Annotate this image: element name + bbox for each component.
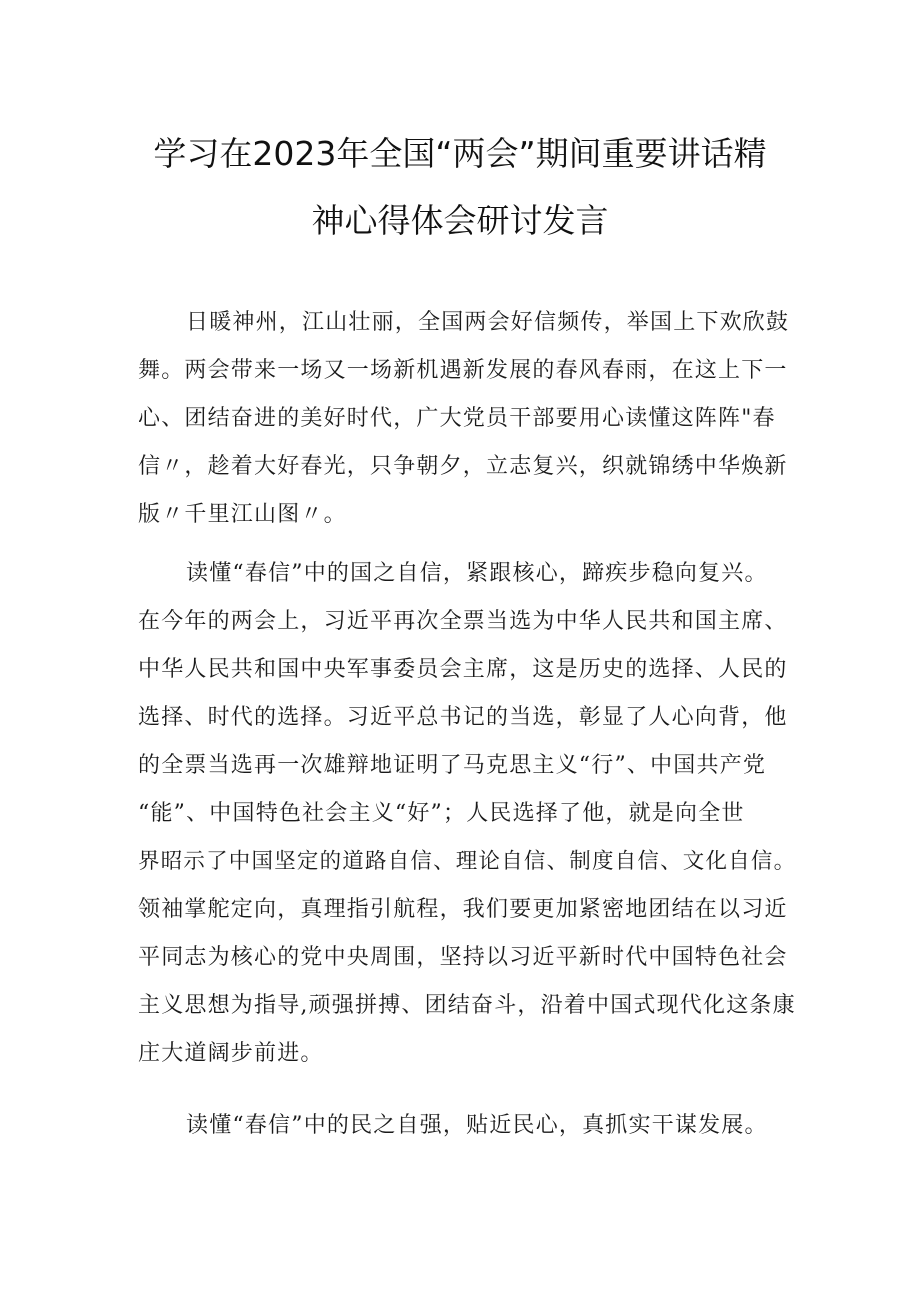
paragraph-1-line: 版〃千里江山图〃。 (138, 502, 347, 527)
paragraph-1-line: 日暖神州，江山壮丽，全国两会好信频传，举国上下欢欣鼓 (186, 310, 790, 335)
document-title-line-1: 学习在2023年全国“两会”期间重要讲话精 (153, 134, 767, 173)
paragraph-2-line: “能”、中国特色社会主义“好”；人民选择了他，就是向全世 (138, 801, 745, 826)
paragraph-2-line: 在今年的两会上，习近平再次全票当选为中华人民共和国主席、 (138, 609, 788, 634)
paragraph-1-line: 心、团结奋进的美好时代，广大党员干部要用心读懂这阵阵"春 (138, 406, 776, 431)
paragraph-2-line: 读懂“春信”中的国之自信，紧跟核心，蹄疾步稳向复兴。 (186, 561, 768, 586)
document-title-line-2: 神心得体会研讨发言 (311, 201, 609, 240)
paragraph-1-line: 舞。两会带来一场又一场新机遇新发展的春风春雨，在这上下一 (138, 358, 788, 383)
paragraph-2-line: 的全票当选再一次雄辩地证明了马克思主义“行”、中国共产党 (138, 753, 767, 778)
paragraph-3-line: 读懂“春信”中的民之自强，贴近民心，真抓实干谋发展。 (186, 1113, 768, 1138)
paragraph-2-line: 庄大道阔步前进。 (138, 1041, 324, 1066)
paragraph-2-line: 平同志为核心的党中央周围，坚持以习近平新时代中国特色社会 (138, 945, 788, 970)
paragraph-2-line: 主义思想为指导,顽强拼搏、团结奋斗，沿着中国式现代化这条康 (138, 993, 796, 1018)
paragraph-2-line: 中华人民共和国中央军事委员会主席，这是历史的选择、人民的 (138, 657, 788, 682)
paragraph-2-line: 界昭示了中国坚定的道路自信、理论自信、制度自信、文化自信。 (138, 849, 797, 874)
paragraph-2-line: 选择、时代的选择。习近平总书记的当选，彰显了人心向背，他 (138, 705, 788, 730)
paragraph-1-line: 信〃，趁着大好春光，只争朝夕，立志复兴，织就锦绣中华焕新 (138, 454, 788, 479)
paragraph-2-line: 领袖掌舵定向，真理指引航程，我们要更加紧密地团结在以习近 (138, 897, 788, 922)
